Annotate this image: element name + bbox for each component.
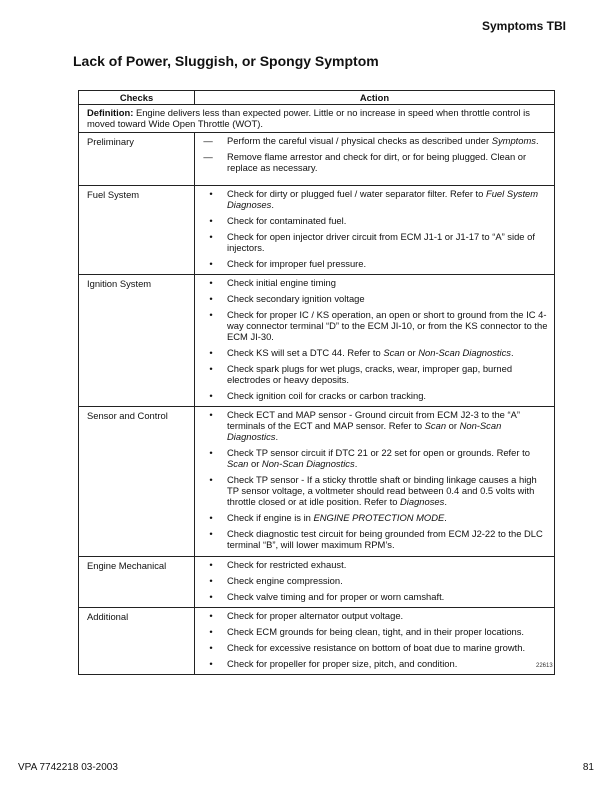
bullet-icon: • bbox=[209, 409, 213, 420]
bullet-icon: • bbox=[209, 309, 213, 320]
action-item bbox=[195, 188, 548, 210]
bullet-icon: • bbox=[209, 258, 213, 269]
action-item bbox=[195, 559, 548, 570]
text-segment: Check for open injector driver circuit from ECM J1-1 or J1-17 to “A” side of injectors. bbox=[227, 231, 535, 253]
action-item bbox=[195, 309, 548, 342]
action-text bbox=[227, 575, 548, 586]
action-cell bbox=[195, 407, 555, 557]
action-item bbox=[195, 512, 548, 523]
table-row bbox=[79, 407, 555, 557]
bullet-icon: • bbox=[209, 610, 213, 621]
text-segment: Check ECT and MAP sensor - Ground circuit from ECM J2-3 to the “A” terminals of the ECT and MAP sensor. Refer to bbox=[227, 409, 520, 431]
action-text bbox=[227, 215, 548, 226]
text-segment: . bbox=[444, 496, 447, 507]
table-row bbox=[79, 275, 555, 407]
action-text bbox=[227, 347, 548, 358]
bullet-icon: • bbox=[209, 231, 213, 242]
bullet-icon: • bbox=[209, 575, 213, 586]
reference-text: ENGINE PROTECTION MODE bbox=[313, 512, 445, 523]
check-category: Fuel System bbox=[79, 186, 195, 275]
reference-text: Non-Scan Diagnostics bbox=[261, 458, 355, 469]
text-segment: or bbox=[446, 420, 460, 431]
bullet-icon: • bbox=[209, 188, 213, 199]
action-item bbox=[195, 409, 548, 442]
action-text bbox=[227, 309, 548, 342]
text-segment: Check valve timing and for proper or worn camshaft. bbox=[227, 591, 445, 602]
text-segment: Check ECM grounds for being clean, tight, and in their proper locations. bbox=[227, 626, 525, 637]
action-item bbox=[195, 293, 548, 304]
action-text bbox=[227, 474, 548, 507]
text-segment: Check for contaminated fuel. bbox=[227, 215, 347, 226]
bullet-icon: • bbox=[209, 390, 213, 401]
action-item bbox=[195, 610, 548, 621]
action-text bbox=[227, 447, 548, 469]
bullet-icon: • bbox=[209, 559, 213, 570]
section-header: Symptoms TBI bbox=[481, 19, 566, 33]
figure-reference: 22613 bbox=[536, 663, 553, 669]
text-segment: Check for dirty or plugged fuel / water separator filter. Refer to bbox=[227, 188, 486, 199]
bullet-icon: • bbox=[209, 512, 213, 523]
action-text bbox=[227, 363, 548, 385]
action-item bbox=[195, 575, 548, 586]
text-segment: . bbox=[275, 431, 279, 442]
text-segment: Check KS will set a DTC 44. Refer to bbox=[227, 347, 384, 358]
action-item bbox=[195, 447, 548, 469]
text-segment: Check for proper IC / KS operation, an open or short to ground from the IC 4-way connector terminal “D” to the ECM JI-10, or from the KS connector to the ECM JI-30. bbox=[227, 309, 548, 342]
action-text bbox=[227, 135, 548, 146]
definition-cell bbox=[79, 105, 555, 133]
dash-marker: — bbox=[203, 135, 213, 146]
reference-text: Scan bbox=[383, 347, 405, 358]
action-text bbox=[227, 188, 548, 210]
action-item bbox=[195, 591, 548, 602]
text-segment: . bbox=[271, 199, 274, 210]
action-item bbox=[195, 151, 548, 173]
action-item bbox=[195, 231, 548, 253]
reference-text: Scan bbox=[424, 420, 447, 431]
text-segment: . bbox=[511, 347, 514, 358]
column-header-action: Action bbox=[195, 91, 555, 105]
action-text bbox=[227, 512, 548, 523]
table-row bbox=[79, 186, 555, 275]
definition-text: Engine delivers less than expected power. Little or no increase in speed when throttle control is moved toward Wide Open Throttle (WOT). bbox=[87, 107, 530, 129]
text-segment: Check initial engine timing bbox=[227, 277, 336, 288]
reference-text: Scan bbox=[227, 458, 249, 469]
column-header-checks: Checks bbox=[79, 91, 195, 105]
action-text bbox=[227, 559, 548, 570]
action-item bbox=[195, 277, 548, 288]
text-segment: Check secondary ignition voltage bbox=[227, 293, 365, 304]
table-row bbox=[79, 133, 555, 186]
bullet-icon: • bbox=[209, 447, 213, 458]
text-segment: . bbox=[536, 135, 539, 146]
bullet-icon: • bbox=[209, 363, 213, 374]
text-segment: Check TP sensor circuit if DTC 21 or 22 set for open or grounds. Refer to bbox=[227, 447, 530, 458]
symptom-table bbox=[78, 90, 555, 675]
action-cell bbox=[195, 186, 555, 275]
footer-page-number: 81 bbox=[582, 762, 594, 773]
text-segment: Check diagnostic test circuit for being grounded from ECM J2-22 to the DLC terminal “B”, will lower maximum RPM’s. bbox=[227, 528, 543, 550]
action-item bbox=[195, 347, 548, 358]
bullet-icon: • bbox=[209, 658, 213, 669]
action-cell bbox=[195, 133, 555, 186]
table-row bbox=[79, 608, 555, 675]
action-text bbox=[227, 591, 548, 602]
text-segment: Check if engine is in bbox=[227, 512, 314, 523]
action-text bbox=[227, 409, 548, 442]
reference-text: Non-Scan Diagnostics bbox=[418, 347, 511, 358]
text-segment: Check TP sensor - If a sticky throttle shaft or binding linkage causes a high TP sensor voltage, a voltmeter should read between 0.4 and 0.5 volts with throttle closed or at idle position. Refer to bbox=[227, 474, 537, 507]
text-segment: or bbox=[248, 458, 262, 469]
action-item bbox=[195, 215, 548, 226]
text-segment: Check engine compression. bbox=[227, 575, 343, 586]
action-cell bbox=[195, 608, 555, 675]
page-title: Lack of Power, Sluggish, or Spongy Symptom bbox=[73, 53, 379, 69]
check-category: Preliminary bbox=[79, 133, 195, 186]
text-segment: Perform the careful visual / physical checks as described under bbox=[227, 135, 492, 146]
bullet-icon: • bbox=[209, 277, 213, 288]
action-text bbox=[227, 610, 548, 621]
check-category: Engine Mechanical bbox=[79, 557, 195, 608]
text-segment: or bbox=[404, 347, 419, 358]
bullet-icon: • bbox=[209, 474, 213, 485]
text-segment: Check ignition coil for cracks or carbon tracking. bbox=[227, 390, 427, 401]
action-text bbox=[227, 277, 548, 288]
action-text bbox=[227, 151, 548, 173]
footer-document-id: VPA 7742218 03-2003 bbox=[18, 762, 118, 773]
reference-text: Non-Scan Diagnostics bbox=[227, 420, 502, 442]
table-row bbox=[79, 557, 555, 608]
action-text bbox=[227, 390, 548, 401]
action-item bbox=[195, 474, 548, 507]
text-segment: . bbox=[354, 458, 358, 469]
action-text bbox=[227, 626, 548, 637]
bullet-icon: • bbox=[209, 642, 213, 653]
action-item bbox=[195, 658, 548, 669]
reference-text: Diagnoses bbox=[400, 496, 445, 507]
action-item bbox=[195, 135, 548, 146]
action-item bbox=[195, 626, 548, 637]
action-item bbox=[195, 258, 548, 269]
bullet-icon: • bbox=[209, 347, 213, 358]
definition-label: Definition: bbox=[87, 107, 134, 118]
check-category: Ignition System bbox=[79, 275, 195, 407]
action-cell bbox=[195, 275, 555, 407]
action-item bbox=[195, 642, 548, 653]
reference-text: Symptoms bbox=[491, 135, 536, 146]
bullet-icon: • bbox=[209, 215, 213, 226]
action-text bbox=[227, 642, 548, 653]
action-text bbox=[227, 528, 548, 550]
action-item bbox=[195, 528, 548, 550]
check-category: Sensor and Control bbox=[79, 407, 195, 557]
action-text bbox=[227, 231, 548, 253]
text-segment: Check for proper alternator output voltage. bbox=[227, 610, 404, 621]
check-category: Additional bbox=[79, 608, 195, 675]
text-segment: Check for excessive resistance on bottom of boat due to marine growth. bbox=[227, 642, 526, 653]
text-segment: Check for restricted exhaust. bbox=[227, 559, 347, 570]
action-text bbox=[227, 658, 548, 669]
bullet-icon: • bbox=[209, 528, 213, 539]
bullet-icon: • bbox=[209, 626, 213, 637]
text-segment: Check for propeller for proper size, pitch, and condition. bbox=[227, 658, 458, 669]
text-segment: Remove flame arrestor and check for dirt, or for being plugged. Clean or replace as necessary. bbox=[227, 151, 527, 173]
action-item bbox=[195, 390, 548, 401]
reference-text: Fuel System Diagnoses bbox=[227, 188, 539, 210]
dash-marker: — bbox=[203, 151, 213, 162]
action-item bbox=[195, 363, 548, 385]
bullet-icon: • bbox=[209, 591, 213, 602]
action-text bbox=[227, 293, 548, 304]
action-text bbox=[227, 258, 548, 269]
text-segment: Check spark plugs for wet plugs, cracks, wear, improper gap, burned electrodes or heavy deposits. bbox=[227, 363, 513, 385]
bullet-icon: • bbox=[209, 293, 213, 304]
text-segment: . bbox=[444, 512, 447, 523]
text-segment: Check for improper fuel pressure. bbox=[227, 258, 367, 269]
action-cell bbox=[195, 557, 555, 608]
